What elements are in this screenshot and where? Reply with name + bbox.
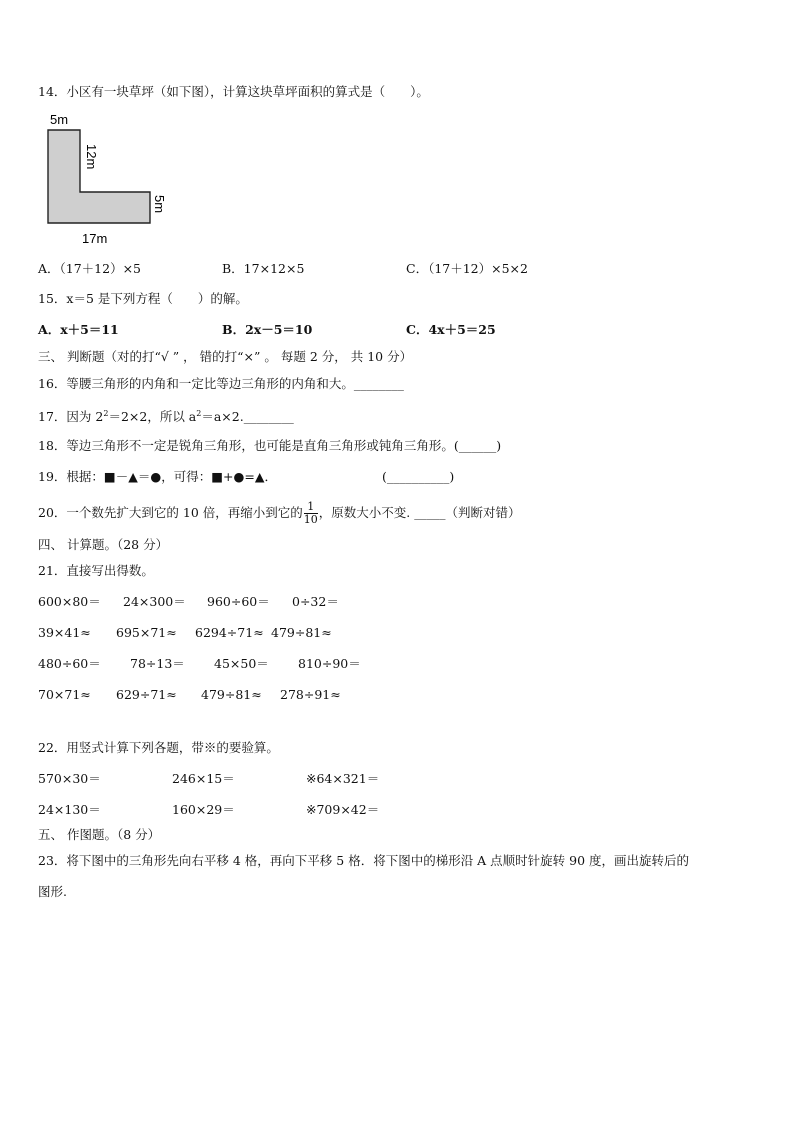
q14-option-c: C．（17＋12）×5×2 bbox=[406, 261, 528, 276]
q22-cell: ※64×321＝ bbox=[306, 771, 380, 786]
label-left: 12m bbox=[84, 144, 99, 170]
label-bottom: 17m bbox=[82, 231, 108, 246]
q21-cell: 695×71≈ bbox=[116, 625, 177, 640]
q21-cell: 24×300＝ bbox=[123, 594, 186, 609]
q22-stem: 22．用竖式计算下列各题，带※的要验算。 bbox=[38, 740, 279, 755]
q14-option-b: B．17×12×5 bbox=[222, 261, 305, 276]
q14-option-a: A．（17＋12）×5 bbox=[38, 261, 142, 276]
q20: 20．一个数先扩大到它的 10 倍，再缩小到它的 $\frac{1}{10}$ ，原数大小不变. _____（判断对错） bbox=[38, 500, 521, 526]
section-4-heading: 四、 计算题。（28 分） bbox=[38, 537, 169, 552]
q22-cell: ※709×42＝ bbox=[306, 802, 380, 817]
section-3-heading: 三、 判断题（对的打“√ ” ， 错的打“×” 。 每题 2 分， 共 10 分） bbox=[38, 349, 413, 364]
label-top: 5m bbox=[50, 112, 69, 127]
q23-line1: 23．将下图中的三角形先向右平移 4 格，再向下平移 5 格．将下图中的梯形沿 A 点顺时针旋转 90 度，画出旋转后的 bbox=[38, 853, 690, 868]
q22-cell: 24×130＝ bbox=[38, 802, 101, 817]
q16: 16．等腰三角形的内角和一定比等边三角形的内角和大。________ bbox=[38, 376, 404, 391]
q21-cell: 39×41≈ bbox=[38, 625, 91, 640]
q21-cell: 278÷91≈ bbox=[280, 687, 341, 702]
q23-line2: 图形. bbox=[38, 884, 67, 899]
q21-cell: 0÷32＝ bbox=[292, 594, 339, 609]
q22-cell: 570×30＝ bbox=[38, 771, 101, 786]
q21-cell: 70×71≈ bbox=[38, 687, 91, 702]
q19: 19．根据：■－▲＝●，可得：■+●=▲． (__________) bbox=[38, 469, 455, 484]
q18: 18．等边三角形不一定是锐角三角形，也可能是直角三角形或钝角三角形。(______) bbox=[38, 438, 502, 453]
q21-cell: 810÷90＝ bbox=[298, 656, 361, 671]
q15-stem: 15．x＝5 是下列方程（ ）的解。 bbox=[38, 291, 248, 306]
q21-cell: 6294÷71≈ bbox=[195, 625, 264, 640]
q15-option-a: A．x＋5＝11 bbox=[38, 322, 119, 337]
q15-option-c: C．4x＋5＝25 bbox=[406, 322, 496, 337]
fraction-one-tenth: $\frac{1}{10}$ bbox=[303, 500, 318, 526]
q21-cell: 600×80＝ bbox=[38, 594, 101, 609]
q21-cell: 479÷81≈ bbox=[271, 625, 332, 640]
section-5-heading: 五、 作图题。（8 分） bbox=[38, 827, 161, 842]
q21-cell: 480÷60＝ bbox=[38, 656, 101, 671]
q21-cell: 78÷13＝ bbox=[130, 656, 185, 671]
q21-cell: 960÷60＝ bbox=[207, 594, 270, 609]
q21-cell: 629÷71≈ bbox=[116, 687, 177, 702]
q21-stem: 21．直接写出得数。 bbox=[38, 563, 154, 578]
label-right: 5m bbox=[152, 195, 167, 214]
q22-cell: 246×15＝ bbox=[172, 771, 235, 786]
lawn-figure bbox=[38, 108, 178, 248]
q22-cell: 160×29＝ bbox=[172, 802, 235, 817]
q21-cell: 479÷81≈ bbox=[201, 687, 262, 702]
q14-stem: 14．小区有一块草坪（如下图），计算这块草坪面积的算式是（ ）。 bbox=[38, 84, 429, 99]
q15-option-b: B．2x－5＝10 bbox=[222, 322, 313, 337]
q17: 17．因为 $2^2=2\times 2$，所以 $a^2=a\times 2.\_\_\_\_\_\_\_\_$ bbox=[38, 409, 294, 425]
q21-cell: 45×50＝ bbox=[214, 656, 269, 671]
